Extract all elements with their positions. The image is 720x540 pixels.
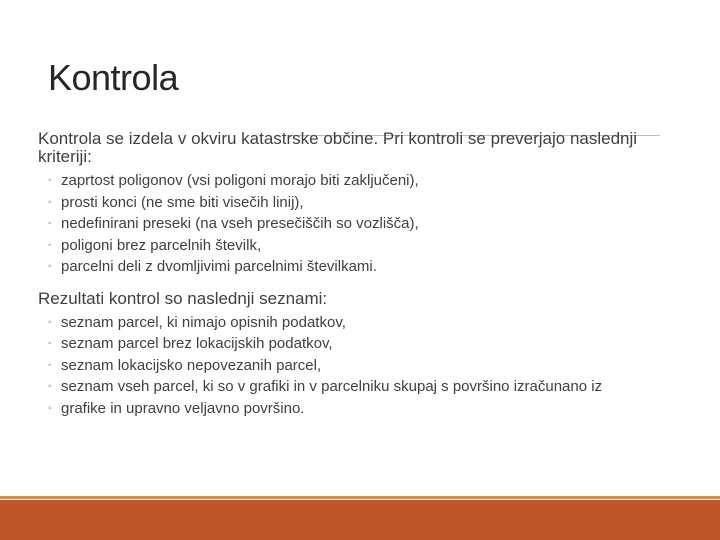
list-item	[48, 237, 678, 255]
list-item	[48, 172, 678, 190]
list-item-text: seznam parcel, ki nimajo opisnih podatkov,	[61, 313, 346, 331]
list-item	[48, 194, 678, 212]
bullet-icon: ◦	[48, 359, 52, 371]
list-item-text: zaprtost poligonov (vsi poligoni morajo biti zaključeni),	[61, 172, 419, 189]
footer-accent-line	[0, 496, 720, 499]
bullet-icon: ◦	[48, 338, 52, 349]
list-item-text: nedefinirani preseki (na vseh presečiščih so vozlišča),	[61, 215, 419, 232]
bullet-icon: ◦	[48, 316, 52, 328]
bullet-icon: ◦	[48, 239, 52, 251]
bullet-icon: ◦	[48, 261, 52, 272]
list-item	[48, 378, 678, 396]
list-item-text: poligoni brez parcelnih številk,	[61, 236, 262, 254]
list-item	[48, 357, 678, 375]
bullet-icon: ◦	[48, 218, 52, 229]
footer-bar	[0, 500, 720, 540]
results-list	[38, 314, 678, 418]
intro-paragraph: Kontrola se izdela v okviru katastrske občine. Pri kontroli se preverjajo naslednji kriteriji:	[38, 129, 638, 166]
list-item-text: seznam vseh parcel, ki so v grafiki in v parcelniku skupaj s površino izračunano iz	[61, 378, 603, 395]
results-paragraph: Rezultati kontrol so naslednji seznami:	[38, 288, 328, 308]
list-item	[48, 400, 678, 418]
slide-body	[38, 130, 678, 421]
list-item-text: parcelni deli z dvomljivimi parcelnimi številkami.	[61, 258, 377, 275]
list-item	[48, 335, 678, 353]
list-item	[48, 215, 678, 233]
list-item-text: prosti konci (ne sme biti visečih linij),	[61, 193, 304, 211]
bullet-icon: ◦	[48, 196, 52, 208]
bullet-icon: ◦	[48, 402, 52, 414]
list-item-text: grafike in upravno veljavno površino.	[61, 399, 305, 417]
bullet-icon: ◦	[48, 381, 52, 392]
bullet-icon: ◦	[48, 175, 52, 186]
list-item-text: seznam parcel brez lokacijskih podatkov,	[61, 335, 333, 352]
list-item	[48, 314, 678, 332]
list-item	[48, 258, 678, 276]
criteria-list	[38, 172, 678, 276]
list-item-text: seznam lokacijsko nepovezanih parcel,	[61, 356, 322, 374]
slide-title: Kontrola	[48, 57, 179, 98]
